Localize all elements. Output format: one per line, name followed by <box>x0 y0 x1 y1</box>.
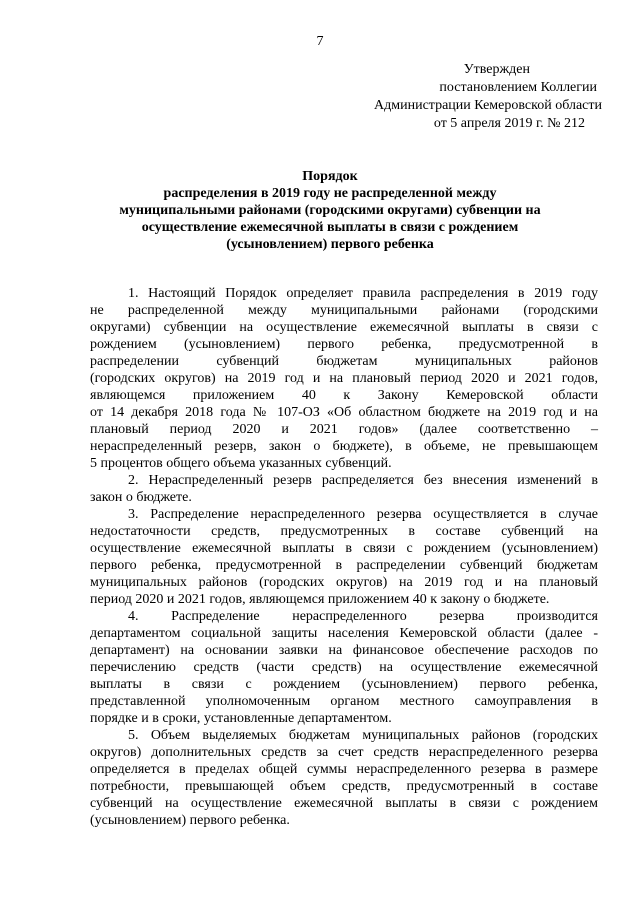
title-line: Порядок <box>302 169 358 184</box>
paragraph-line: являющемся приложением 40 к Закону Кемеровской области <box>90 388 598 403</box>
approval-line: от 5 апреля 2019 г. № 212 <box>433 116 585 131</box>
document-title <box>60 168 600 253</box>
paragraph <box>90 472 598 506</box>
paragraph-line: определяется в пределах общей суммы нераспределенного резерва в размере <box>90 762 598 777</box>
title-line: (усыновлением) первого ребенка <box>226 237 434 252</box>
paragraph <box>90 727 598 829</box>
approval-line: Администрации Кемеровской области <box>374 98 602 113</box>
paragraph-line: (городских округов) на 2019 год и на плановый период 2020 и 2021 годов, <box>90 371 598 386</box>
title-line: муниципальными районами (городскими округами) субвенции на <box>119 203 541 218</box>
title-line: осуществление ежемесячной выплаты в связи с рождением <box>141 220 519 235</box>
document-body <box>90 285 598 829</box>
title-line: распределения в 2019 году не распределенной между <box>163 186 497 201</box>
paragraph-line: (усыновлением) первого ребенка. <box>90 813 290 828</box>
paragraph <box>90 506 598 608</box>
paragraph-line: муниципальных районов (городских округов) на 2019 год и на плановый <box>90 575 598 590</box>
approval-line: Утвержден <box>463 62 530 77</box>
paragraph-line: выплаты в связи с рождением (усыновлением) первого ребенка, <box>90 677 598 692</box>
paragraph-line: потребности, превышающей объем средств, предусмотренный в составе <box>90 779 598 794</box>
paragraph <box>90 285 598 472</box>
paragraph-line: перечислению средств (части средств) на осуществление ежемесячной <box>90 660 598 675</box>
paragraph-line: недостаточности средств, предусмотренных в составе субвенций на <box>90 524 598 539</box>
paragraph-line: плановый период 2020 и 2021 годов» (далее соответственно – <box>90 422 598 437</box>
paragraph-line: от 14 декабря 2018 года № 107-ОЗ «Об областном бюджете на 2019 год и на <box>90 405 598 420</box>
paragraph-line: департаментом социальной защиты населения Кемеровской области (далее - <box>90 626 598 641</box>
paragraph-line: 2. Нераспределенный резерв распределяется без внесения изменений в <box>128 473 598 488</box>
paragraph-line: 5. Объем выделяемых бюджетам муниципальных районов (городских <box>128 728 598 743</box>
paragraph-line: 3. Распределение нераспределенного резерва осуществляется в случае <box>128 507 598 522</box>
paragraph-line: распределении субвенций бюджетам муниципальных районов <box>90 354 598 369</box>
approval-stamp <box>374 61 602 133</box>
paragraph-line: департамент) на основании заявки на финансовое обеспечение расходов по <box>90 643 598 658</box>
page-number: 7 <box>316 34 324 49</box>
paragraph-line: нераспределенный резерв, закон о бюджете), в объеме, не превышающем <box>90 439 598 454</box>
approval-line: постановлением Коллегии <box>439 80 597 95</box>
paragraph-line: рождением (усыновлением) первого ребенка, предусмотренной в <box>90 337 598 352</box>
paragraph-line: осуществление ежемесячной выплаты в связи с рождением (усыновлением) <box>90 541 598 556</box>
paragraph-line: субвенций на осуществление ежемесячной выплаты в связи с рождением <box>90 796 598 811</box>
paragraph-line: 5 процентов общего объема указанных субвенций. <box>90 456 392 471</box>
paragraph-line: 4. Распределение нераспределенного резерва производится <box>128 609 598 624</box>
paragraph-line: округов) дополнительных средств за счет средств нераспределенного резерва <box>90 745 598 760</box>
paragraph-line: округами) субвенции на осуществление ежемесячной выплаты в связи с <box>90 320 598 335</box>
paragraph <box>90 608 598 727</box>
paragraph-line: закон о бюджете. <box>90 490 192 505</box>
paragraph-line: не распределенной между муниципальными районами (городскими <box>90 303 598 318</box>
paragraph-line: первого ребенка, предусмотренной в распределении субвенций бюджетам <box>90 558 598 573</box>
paragraph-line: представленной уполномоченным органом местного самоуправления в <box>90 694 598 709</box>
paragraph-line: период 2020 и 2021 годов, являющемся приложением 40 к закону о бюджете. <box>90 592 550 607</box>
paragraph-line: 1. Настоящий Порядок определяет правила распределения в 2019 году <box>128 286 598 301</box>
paragraph-line: порядке и в сроки, установленные департаментом. <box>90 711 392 726</box>
